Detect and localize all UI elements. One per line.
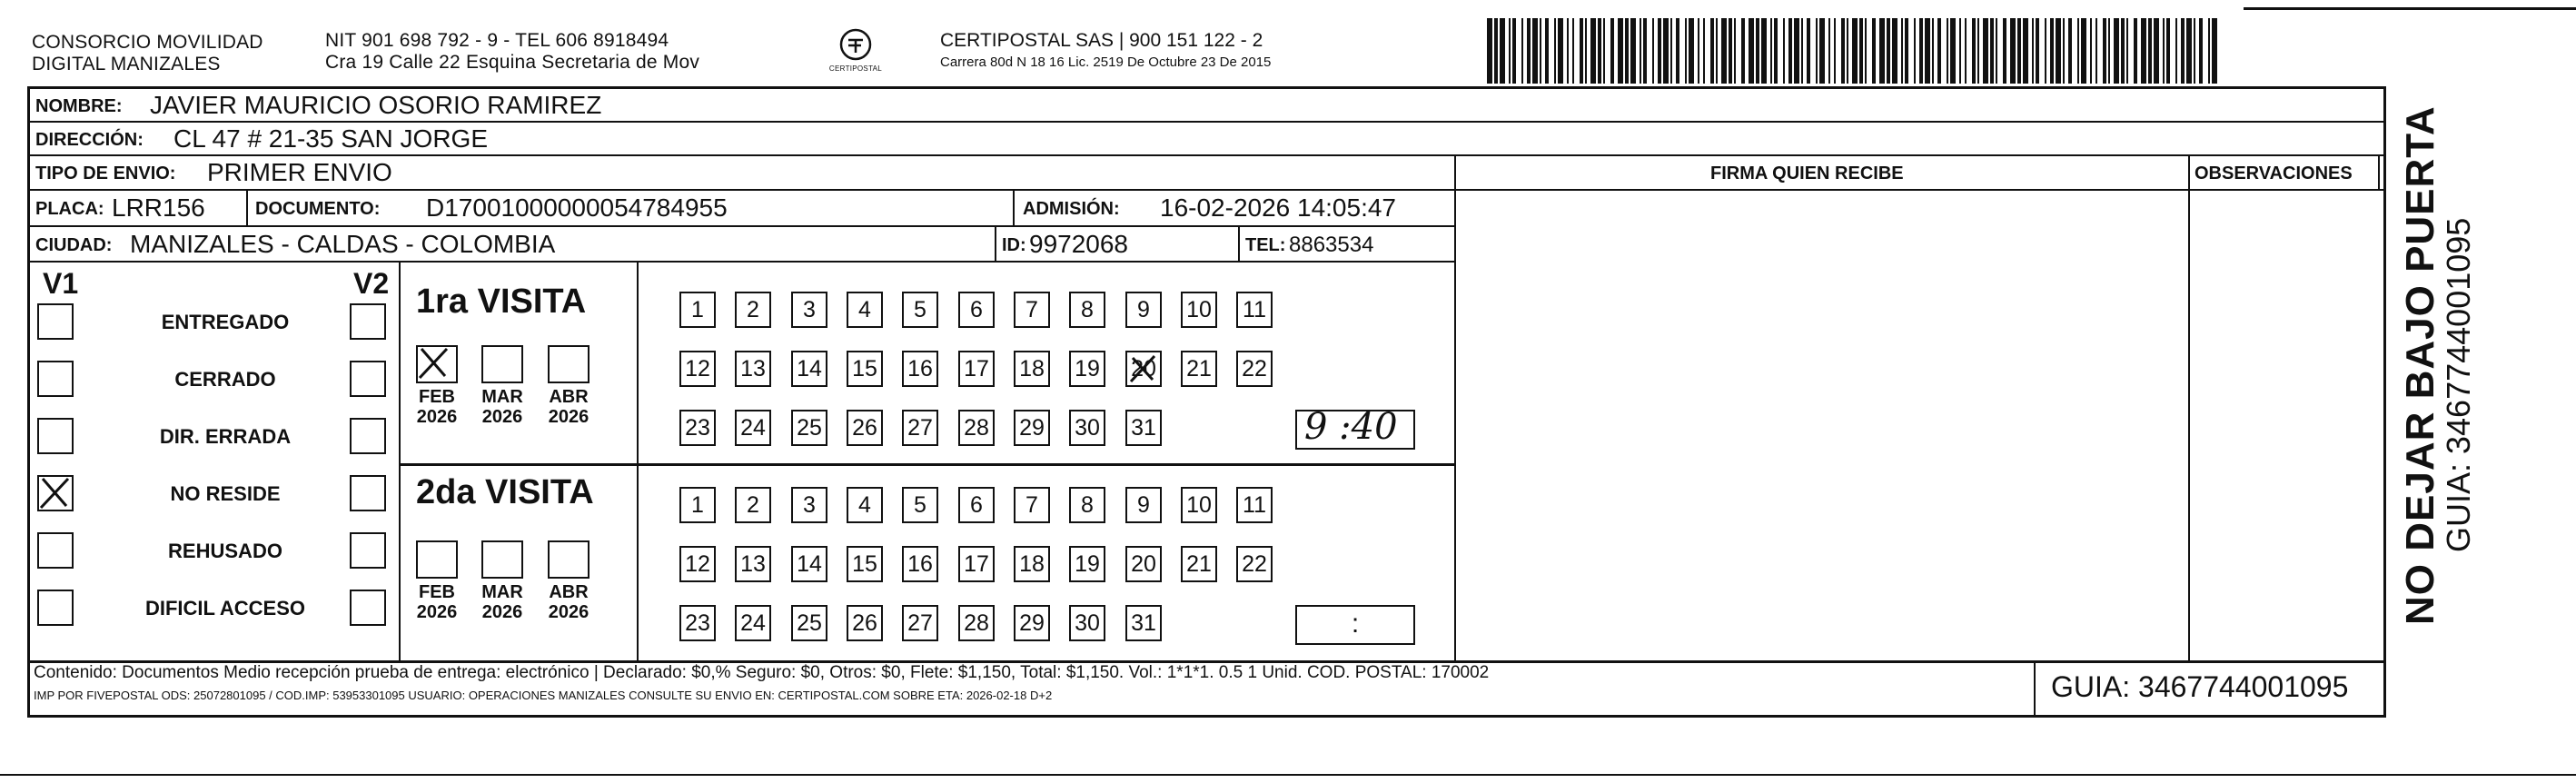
first-visit-time[interactable] <box>1295 406 1415 450</box>
day-box[interactable]: 6 <box>958 487 995 523</box>
barcode-bar <box>2003 18 2006 84</box>
barcode-bar <box>2068 18 2072 84</box>
month-name: ABR <box>549 582 589 602</box>
barcode-bar <box>1865 18 1867 84</box>
barcode <box>1487 18 2223 84</box>
day-box[interactable]: 5 <box>902 292 938 328</box>
day-box[interactable]: 9 <box>1125 487 1162 523</box>
barcode-bar <box>1852 18 1858 84</box>
month-year: 2026 <box>548 407 590 427</box>
barcode-bar <box>1749 18 1754 84</box>
status-v2-checkbox[interactable] <box>350 361 386 397</box>
status-label: DIFICIL ACCESO <box>144 597 305 619</box>
barcode-bar <box>1521 18 1523 84</box>
status-label: REHUSADO <box>168 540 282 562</box>
barcode-bar <box>2175 18 2177 84</box>
day-box[interactable]: 23 <box>679 410 716 446</box>
barcode-bar <box>1610 18 1614 84</box>
barcode-bar <box>1816 18 1818 84</box>
barcode-bar <box>1580 18 1583 84</box>
barcode-bar <box>1996 18 1997 84</box>
month-checkbox[interactable] <box>548 540 590 579</box>
barcode-bar <box>1925 18 1930 84</box>
nombre-value: JAVIER MAURICIO OSORIO RAMIREZ <box>150 91 602 119</box>
barcode-bar <box>1500 18 1505 84</box>
barcode-bar <box>2010 18 2016 84</box>
barcode-bar <box>2126 18 2128 84</box>
barcode-bar <box>1698 18 1699 84</box>
ciudad-value: MANIZALES - CALDAS - COLOMBIA <box>130 230 556 258</box>
day-box[interactable]: 3 <box>791 292 827 328</box>
side-guia: GUIA: 3467744001095 <box>2440 217 2477 552</box>
status-v1-checkbox[interactable] <box>37 532 74 569</box>
day-box[interactable]: 2 <box>735 487 771 523</box>
day-box[interactable]: 25 <box>791 410 827 446</box>
month-checkbox[interactable] <box>416 540 458 579</box>
barcode-bar <box>1859 18 1863 84</box>
day-box[interactable]: 7 <box>1014 292 1050 328</box>
day-box[interactable]: 12 <box>679 351 716 387</box>
month-label <box>405 582 469 622</box>
footer-contenido: Contenido: Documentos Medio recepción prueba de entrega: electrónico | Declarado: $0,% Seguro: $0, Otros: $0, Flete: $1,150, Total: $1,150. Vol.: 1*1*1. 0.5 1 Unid. COD. POSTAL: 170002 <box>34 663 1490 682</box>
day-box[interactable]: 19 <box>1069 351 1105 387</box>
month-checkbox[interactable] <box>548 345 590 383</box>
barcode-bar <box>1676 18 1679 84</box>
barcode-bar <box>2045 18 2046 84</box>
day-box[interactable]: 24 <box>735 605 771 641</box>
day-box[interactable]: 14 <box>791 546 827 582</box>
day-box[interactable]: 26 <box>847 605 883 641</box>
first-visit-time-value: 9 :40 <box>1304 406 1398 448</box>
month-checkbox[interactable] <box>481 540 523 579</box>
second-visit-time-value: : <box>1351 609 1360 639</box>
barcode-bar <box>1558 18 1563 84</box>
day-box[interactable]: 27 <box>902 410 938 446</box>
barcode-bar <box>2121 18 2125 84</box>
month-label <box>471 582 534 622</box>
day-box[interactable]: 11 <box>1236 487 1273 523</box>
month-name: ABR <box>549 387 589 407</box>
status-v2-checkbox[interactable] <box>350 303 386 340</box>
barcode-bar <box>1532 18 1538 84</box>
status-v1-checkbox[interactable] <box>37 475 74 511</box>
barcode-bar <box>2023 18 2028 84</box>
day-box[interactable]: 17 <box>958 546 995 582</box>
day-box[interactable]: 30 <box>1069 410 1105 446</box>
barcode-bar <box>1625 18 1629 84</box>
barcode-bar <box>1774 18 1778 84</box>
day-box[interactable]: 19 <box>1069 546 1105 582</box>
certipostal-block: CERTIPOSTAL SAS | 900 151 122 - 2 Carrera 80d N 18 16 Lic. 2519 De Octubre 23 De 2015 <box>940 30 1272 70</box>
day-box[interactable]: 8 <box>1069 292 1105 328</box>
barcode-bar <box>2095 18 2097 84</box>
barcode-bar <box>1630 18 1636 84</box>
day-box[interactable]: 15 <box>847 351 883 387</box>
barcode-bar <box>1540 18 1541 84</box>
month-year: 2026 <box>548 602 590 622</box>
barcode-bar <box>1783 18 1785 84</box>
barcode-bar <box>1572 18 1574 84</box>
month-year: 2026 <box>481 407 523 427</box>
status-label: CERRADO <box>174 368 276 391</box>
barcode-bar <box>1703 18 1705 84</box>
month-name: MAR <box>481 582 523 602</box>
direccion-label: DIRECCIÓN: <box>35 130 144 150</box>
month-label <box>405 387 469 427</box>
day-box[interactable]: 6 <box>958 292 995 328</box>
day-box[interactable]: 31 <box>1125 410 1162 446</box>
barcode-bar <box>1618 18 1623 84</box>
barcode-bar <box>1710 18 1714 84</box>
side-warning: NO DEJAR BAJO PUERTA <box>2398 105 2442 625</box>
barcode-bar <box>2056 18 2061 84</box>
barcode-bar <box>1545 18 1549 84</box>
barcode-bar <box>1947 18 1948 84</box>
day-box[interactable]: 31 <box>1125 605 1162 641</box>
documento-value: D17001000000054784955 <box>426 193 728 222</box>
month-name: FEB <box>419 387 455 407</box>
barcode-bar <box>1512 18 1516 84</box>
status-v1-checkbox[interactable] <box>37 418 74 454</box>
barcode-bar <box>2181 18 2185 84</box>
row-nombre <box>30 89 2383 123</box>
status-v2-checkbox[interactable] <box>350 418 386 454</box>
barcode-bar <box>1741 18 1745 84</box>
barcode-bar <box>1977 18 1979 84</box>
barcode-bar <box>2081 18 2086 84</box>
placa-value: LRR156 <box>112 193 205 222</box>
barcode-bar <box>1965 18 1967 84</box>
barcode-bar <box>1585 18 1587 84</box>
barcode-bar <box>1807 18 1810 84</box>
barcode-bar <box>2212 18 2217 84</box>
day-box[interactable]: 21 <box>1181 546 1217 582</box>
barcode-bar <box>1879 18 1885 84</box>
day-mark-icon <box>1125 351 1162 387</box>
footer-imp: IMP POR FIVEPOSTAL ODS: 25072801095 / COD.IMP: 53953301095 USUARIO: OPERACIONES MANIZALES CONSULTE SU ENVIO EN: CERTIPOSTAL.COM SOBRE ETA: 2026-02-18 D+2 <box>34 689 1053 702</box>
direccion-value: CL 47 # 21-35 SAN JORGE <box>173 124 489 153</box>
barcode-bar <box>1734 18 1736 84</box>
row-direccion <box>30 123 2383 156</box>
row-tipo <box>30 156 2383 191</box>
day-box[interactable]: 16 <box>902 351 938 387</box>
day-box[interactable]: 4 <box>847 292 883 328</box>
day-box[interactable]: 12 <box>679 546 716 582</box>
barcode-bar <box>1937 18 1941 84</box>
day-box[interactable]: 2 <box>735 292 771 328</box>
status-label: NO RESIDE <box>170 482 281 505</box>
day-box[interactable]: 29 <box>1014 410 1050 446</box>
row-placa <box>30 191 1454 227</box>
barcode-bar <box>1841 18 1845 84</box>
status-v2-checkbox[interactable] <box>350 475 386 511</box>
id-label: ID: <box>1002 235 1026 255</box>
day-box[interactable]: 7 <box>1014 487 1050 523</box>
barcode-bar <box>1663 18 1669 84</box>
barcode-bar <box>1509 18 1511 84</box>
day-box[interactable]: 16 <box>902 546 938 582</box>
barcode-bar <box>2090 18 2092 84</box>
barcode-bar <box>2017 18 2021 84</box>
day-box[interactable]: 26 <box>847 410 883 446</box>
barcode-bar <box>1729 18 1732 84</box>
day-box[interactable]: 13 <box>735 351 771 387</box>
barcode-bar <box>2208 18 2210 84</box>
logo-icon <box>837 27 874 62</box>
barcode-bar <box>1914 18 1916 84</box>
barcode-bar <box>1487 18 1492 84</box>
nit-block: NIT 901 698 792 - 9 - TEL 606 8918494 Cra 19 Calle 22 Esquina Secretaria de Mov <box>325 30 700 73</box>
second-visit-time[interactable] <box>1295 605 1415 645</box>
barcode-bar <box>1527 18 1531 84</box>
day-box[interactable]: 22 <box>1236 546 1273 582</box>
barcode-bar <box>1670 18 1672 84</box>
barcode-bar <box>1905 18 1908 84</box>
barcode-bar <box>1685 18 1687 84</box>
month-name: FEB <box>419 582 455 602</box>
barcode-bar <box>1761 18 1767 84</box>
day-box[interactable]: 10 <box>1181 292 1217 328</box>
day-box[interactable]: 29 <box>1014 605 1050 641</box>
day-box[interactable]: 1 <box>679 487 716 523</box>
status-v1-checkbox[interactable] <box>37 303 74 340</box>
barcode-bar <box>2050 18 2054 84</box>
day-box[interactable]: 24 <box>735 410 771 446</box>
barcode-bar <box>2032 18 2034 84</box>
day-box[interactable]: 20 <box>1125 351 1162 387</box>
barcode-bar <box>1721 18 1727 84</box>
footer-guia: GUIA: 3467744001095 <box>2051 670 2349 703</box>
top-edge <box>2244 7 2576 10</box>
barcode-bar <box>1887 18 1890 84</box>
day-box[interactable]: 23 <box>679 605 716 641</box>
documento-label: DOCUMENTO: <box>255 199 381 219</box>
barcode-bar <box>1819 18 1825 84</box>
barcode-bar <box>1959 18 1961 84</box>
barcode-bar <box>1590 18 1596 84</box>
day-box[interactable]: 14 <box>791 351 827 387</box>
month-label <box>537 582 600 622</box>
barcode-bar <box>2108 18 2110 84</box>
barcode-bar <box>1598 18 1601 84</box>
cut-line <box>0 774 2576 776</box>
barcode-bar <box>1643 18 1647 84</box>
day-box[interactable]: 11 <box>1236 292 1273 328</box>
day-box[interactable]: 8 <box>1069 487 1105 523</box>
tel-value: 8863534 <box>1289 233 1374 257</box>
barcode-bar <box>1872 18 1876 84</box>
barcode-bar <box>2063 18 2065 84</box>
barcode-bar <box>1770 18 1772 84</box>
certipostal-logo: CERTIPOSTAL <box>828 27 883 73</box>
barcode-bar <box>1567 18 1569 84</box>
barcode-bar <box>1756 18 1759 84</box>
observaciones-header: OBSERVACIONES <box>2195 164 2353 183</box>
barcode-bar <box>2194 18 2195 84</box>
delivery-form <box>27 86 2386 718</box>
day-box[interactable]: 1 <box>679 292 716 328</box>
barcode-bar <box>1972 18 1976 84</box>
barcode-bar <box>2154 18 2159 84</box>
tel-label: TEL: <box>1245 235 1286 255</box>
day-box[interactable]: 20 <box>1125 546 1162 582</box>
day-box[interactable]: 30 <box>1069 605 1105 641</box>
barcode-bar <box>1932 18 1934 84</box>
barcode-bar <box>2199 18 2203 84</box>
barcode-bar <box>1652 18 1654 84</box>
day-box[interactable]: 22 <box>1236 351 1273 387</box>
day-box[interactable]: 28 <box>958 605 995 641</box>
barcode-bar <box>1554 18 1556 84</box>
month-label <box>471 387 534 427</box>
day-box[interactable]: 21 <box>1181 351 1217 387</box>
barcode-bar <box>1640 18 1641 84</box>
day-box[interactable]: 15 <box>847 546 883 582</box>
barcode-bar <box>1834 18 1836 84</box>
status-v2-checkbox[interactable] <box>350 590 386 626</box>
month-label <box>537 387 600 427</box>
barcode-bar <box>1990 18 1994 84</box>
tipo-label: TIPO DE ENVIO: <box>35 164 176 183</box>
barcode-bar <box>2077 18 2079 84</box>
day-box[interactable]: 3 <box>791 487 827 523</box>
month-year: 2026 <box>481 602 523 622</box>
barcode-bar <box>1950 18 1956 84</box>
barcode-bar <box>1716 18 1718 84</box>
row-ciudad <box>30 227 1454 263</box>
day-box[interactable]: 18 <box>1014 351 1050 387</box>
barcode-bar <box>1788 18 1792 84</box>
v1-label: V1 <box>43 267 79 300</box>
barcode-bar <box>1847 18 1848 84</box>
day-box[interactable]: 4 <box>847 487 883 523</box>
barcode-bar <box>1801 18 1803 84</box>
barcode-bar <box>2134 18 2137 84</box>
day-box[interactable]: 18 <box>1014 546 1050 582</box>
placa-label: PLACA: <box>35 199 104 219</box>
ciudad-label: CIUDAD: <box>35 235 113 255</box>
month-checkbox[interactable] <box>481 345 523 383</box>
barcode-bar <box>2163 18 2165 84</box>
admision-label: ADMISIÓN: <box>1023 199 1120 219</box>
barcode-bar <box>2103 18 2106 84</box>
day-box[interactable]: 25 <box>791 605 827 641</box>
barcode-bar <box>2141 18 2146 84</box>
v2-label: V2 <box>353 267 390 300</box>
status-v2-checkbox[interactable] <box>350 532 386 569</box>
id-value: 9972068 <box>1029 230 1129 258</box>
day-box[interactable]: 5 <box>902 487 938 523</box>
barcode-bar <box>1494 18 1498 84</box>
barcode-bar <box>2036 18 2039 84</box>
status-v1-checkbox[interactable] <box>37 361 74 397</box>
barcode-bar <box>1892 18 1897 84</box>
second-visit-title: 2da VISITA <box>416 473 594 511</box>
admision-value: 16-02-2026 14:05:47 <box>1160 193 1396 222</box>
day-box[interactable]: 9 <box>1125 292 1162 328</box>
barcode-bar <box>2166 18 2170 84</box>
firma-header: FIRMA QUIEN RECIBE <box>1710 164 1904 183</box>
nombre-label: NOMBRE: <box>35 96 123 116</box>
day-box[interactable]: 10 <box>1181 487 1217 523</box>
company-name: CONSORCIO MOVILIDAD DIGITAL MANIZALES <box>32 32 263 74</box>
barcode-bar <box>1794 18 1799 84</box>
barcode-bar <box>1919 18 1923 84</box>
day-box[interactable]: 13 <box>735 546 771 582</box>
barcode-bar <box>1901 18 1903 84</box>
barcode-bar <box>1603 18 1605 84</box>
barcode-bar <box>1983 18 1988 84</box>
barcode-bar <box>2148 18 2152 84</box>
status-v1-checkbox[interactable] <box>37 590 74 626</box>
check-mark-icon <box>416 345 452 382</box>
day-box[interactable]: 17 <box>958 351 995 387</box>
day-box[interactable]: 27 <box>902 605 938 641</box>
status-label: ENTREGADO <box>161 311 290 333</box>
month-checkbox[interactable] <box>416 345 458 383</box>
month-name: MAR <box>481 387 523 407</box>
month-year: 2026 <box>416 602 458 622</box>
status-label: DIR. ERRADA <box>159 425 292 448</box>
first-visit-title: 1ra VISITA <box>416 282 587 321</box>
barcode-bar <box>1828 18 1830 84</box>
barcode-bar <box>1658 18 1661 84</box>
tipo-value: PRIMER ENVIO <box>207 158 392 186</box>
barcode-bar <box>2114 18 2119 84</box>
check-mark-icon <box>37 475 74 511</box>
barcode-bar <box>1689 18 1694 84</box>
day-box[interactable]: 28 <box>958 410 995 446</box>
month-year: 2026 <box>416 407 458 427</box>
barcode-bar <box>2186 18 2192 84</box>
